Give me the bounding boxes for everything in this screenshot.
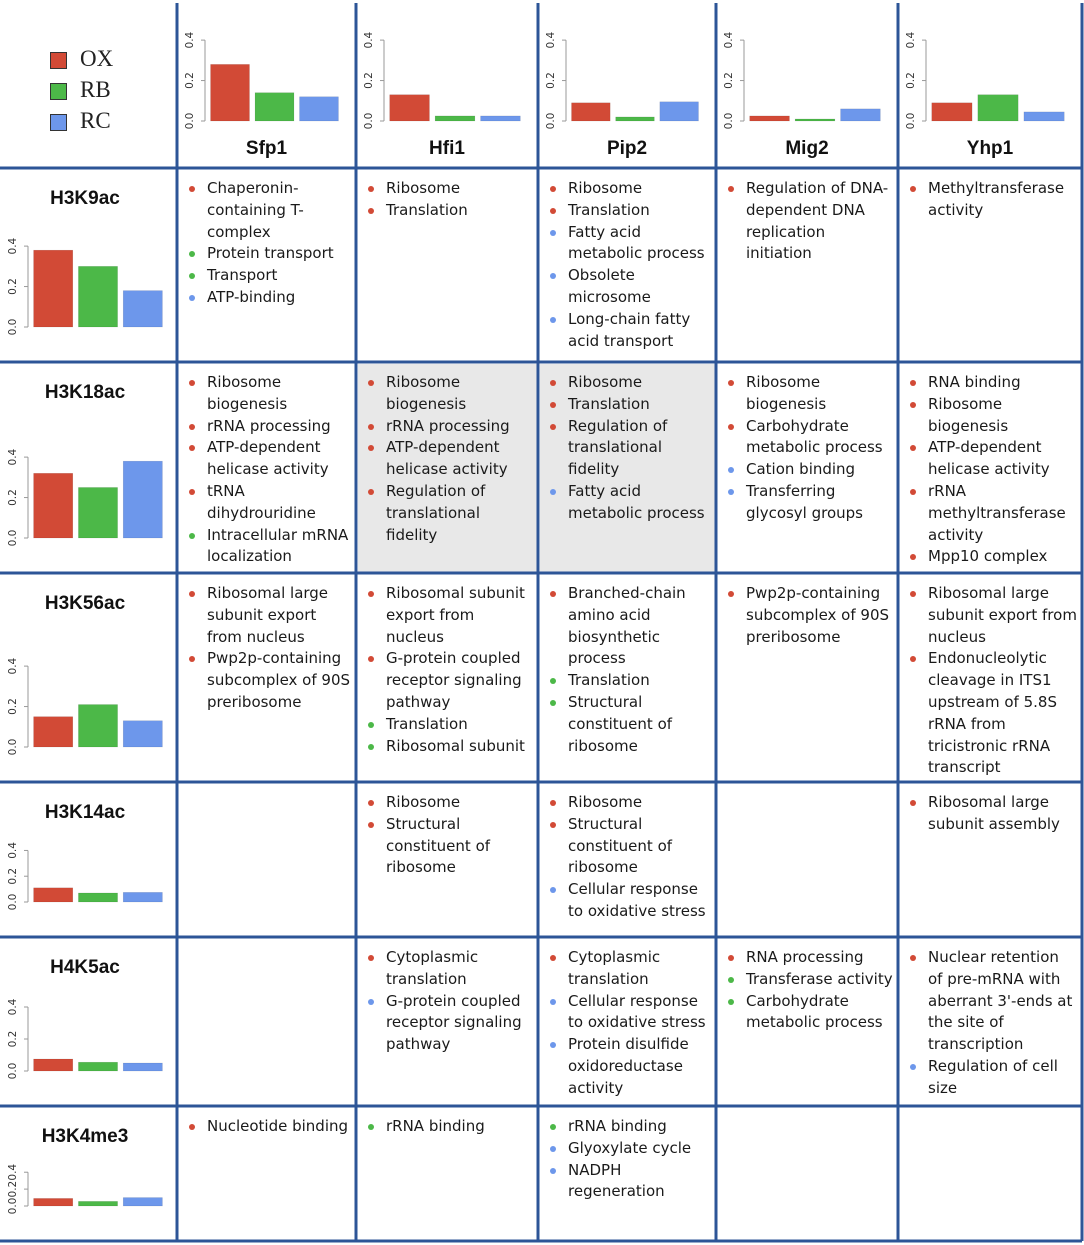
row-header-h3k14ac: H3K14ac xyxy=(44,802,126,823)
go-term-label: RNA binding xyxy=(928,373,1021,391)
y-tick-label: 0.0 xyxy=(545,112,557,130)
go-term-label: Ribosome xyxy=(568,373,643,391)
y-tick-label: 0.2 xyxy=(363,72,375,89)
go-term-label: Transferase activity xyxy=(746,969,893,988)
go-term-label: ATP-binding xyxy=(207,287,296,306)
go-term-label: Regulation of DNA-dependent DNA replication initiation xyxy=(746,179,889,263)
go-term-label: ATP-dependent helicase activity xyxy=(207,438,329,479)
go-term-label: Ribosome biogenesis xyxy=(928,394,1009,435)
row-header-h4k5ac: H4K5ac xyxy=(50,957,120,978)
go-term-label: Protein transport xyxy=(207,244,334,263)
go-term-label: Protein disulfide oxidoreductase activity xyxy=(568,1035,689,1097)
y-tick-label: 0.4 xyxy=(723,31,735,49)
legend-label-ox: OX xyxy=(80,46,114,71)
y-tick-label: 0.2 xyxy=(7,698,19,715)
go-term-label: Pwp2p-containing subcomplex of 90S preribosome xyxy=(207,649,351,711)
go-term-label: Fatty acid metabolic process xyxy=(568,481,705,522)
y-tick-label: 0.4 xyxy=(7,998,19,1016)
go-term-label: Ribosomal large subunit export from nucleus xyxy=(207,584,329,646)
go-term-label: Regulation of cell size xyxy=(928,1056,1058,1097)
go-term-label: Branched-chain amino acid biosynthetic process xyxy=(568,584,686,668)
go-term-label: G-protein coupled receptor signaling pathway xyxy=(386,649,522,711)
y-tick-label: 0.4 xyxy=(184,31,196,49)
go-term-label: ATP-dependent helicase activity xyxy=(928,438,1050,479)
column-header-pip2: Pip2 xyxy=(606,138,648,159)
go-term-label: Long-chain fatty acid transport xyxy=(568,309,691,350)
legend-label-rc: RC xyxy=(80,108,111,133)
go-term-label: Cellular response to oxidative stress xyxy=(568,991,706,1032)
row-header-h3k4me3: H3K4me3 xyxy=(41,1126,129,1147)
y-tick-label: 0.0 xyxy=(7,529,19,547)
go-term-label: Fatty acid metabolic process xyxy=(568,222,705,263)
y-tick-label: 0.4 xyxy=(363,31,375,49)
y-tick-label: 0.2 xyxy=(7,867,19,885)
go-term-label: Ribosomal large subunit export from nucleus xyxy=(928,584,1077,646)
row-header-h3k56ac: H3K56ac xyxy=(44,593,126,614)
go-term-label: Structural constituent of ribosome xyxy=(568,814,673,877)
y-tick-label: 0.0 xyxy=(7,1062,19,1080)
y-tick-label: 0.4 xyxy=(7,1163,19,1181)
go-term-label: Nucleotide binding xyxy=(207,1117,349,1135)
go-term-label: Ribosomal subunit export from nucleus xyxy=(386,584,525,646)
go-term-label: Translation xyxy=(568,200,650,219)
y-tick-label: 0.0 xyxy=(363,112,375,130)
y-tick-label: 0.0 xyxy=(7,318,19,336)
y-tick-label: 0.0 xyxy=(7,1197,19,1215)
go-term-label: Ribosome biogenesis xyxy=(207,373,288,413)
column-header-hfi1: Hfi1 xyxy=(429,138,465,159)
go-term-label: RNA processing xyxy=(746,948,864,966)
go-term-label: tRNA dihydrouridine xyxy=(207,481,316,522)
go-term-label: Translation xyxy=(568,671,650,690)
go-term-label: Ribosome biogenesis xyxy=(386,373,467,413)
y-tick-label: 0.2 xyxy=(905,72,917,89)
y-tick-label: 0.4 xyxy=(545,31,557,49)
row-header-h3k18ac: H3K18ac xyxy=(44,382,126,403)
go-term-label: Pwp2p-containing subcomplex of 90S preribosome xyxy=(746,584,890,646)
legend-label-rb: RB xyxy=(80,77,111,102)
go-term-label: rRNA processing xyxy=(386,416,510,435)
go-term-label: G-protein coupled receptor signaling pathway xyxy=(386,991,522,1054)
go-term-label: Structural constituent of ribosome xyxy=(386,814,491,877)
go-term-label: Ribosomal subunit xyxy=(386,736,525,755)
go-term-label: Ribosome xyxy=(568,179,643,197)
go-term-label: rRNA processing xyxy=(207,416,331,435)
go-term-label: Transport xyxy=(207,266,278,285)
go-term-label: Obsolete microsome xyxy=(568,266,651,306)
go-term-label: Carbohydrate metabolic process xyxy=(746,991,883,1032)
y-tick-label: 0.2 xyxy=(7,1180,19,1198)
go-term-label: Ribosomal large subunit assembly xyxy=(928,793,1060,833)
go-term-label: Chaperonin-containing T-complex xyxy=(207,179,304,241)
y-tick-label: 0.4 xyxy=(905,31,917,49)
y-tick-label: 0.2 xyxy=(7,278,19,295)
go-term-label: rRNA methyltransferase activity xyxy=(928,481,1066,544)
y-tick-label: 0.0 xyxy=(184,112,196,130)
y-tick-label: 0.0 xyxy=(7,738,19,756)
go-term-label: Structural constituent of ribosome xyxy=(568,692,673,755)
y-tick-label: 0.4 xyxy=(7,448,19,466)
y-tick-label: 0.0 xyxy=(7,893,19,911)
y-tick-label: 0.2 xyxy=(184,72,196,89)
go-term-label: Translation xyxy=(386,714,468,733)
y-tick-label: 0.2 xyxy=(545,72,557,89)
y-tick-label: 0.0 xyxy=(723,112,735,130)
go-term-label: Cation binding xyxy=(746,460,856,479)
y-tick-label: 0.2 xyxy=(7,1030,19,1048)
go-term-label: Cytoplasmic translation xyxy=(386,948,479,988)
go-term-label: Mpp10 complex xyxy=(928,547,1048,566)
column-header-sfp1: Sfp1 xyxy=(245,138,288,159)
y-tick-label: 0.4 xyxy=(7,657,19,675)
go-term-label: rRNA binding xyxy=(568,1117,667,1135)
y-tick-label: 0.2 xyxy=(723,72,735,89)
go-term-label: NADPH regeneration xyxy=(568,1160,665,1201)
go-term-label: Methyltransferase activity xyxy=(928,179,1065,219)
column-header-yhp1: Yhp1 xyxy=(966,138,1014,159)
go-term-label: Translation xyxy=(568,394,650,413)
go-term-label: Ribosome biogenesis xyxy=(746,373,827,413)
go-term-label: Translation xyxy=(386,200,468,219)
row-header-h3k9ac: H3K9ac xyxy=(50,188,120,209)
go-term-label: rRNA binding xyxy=(386,1117,485,1135)
go-term-label: Regulation of translational fidelity xyxy=(568,416,668,479)
go-term-label: Regulation of translational fidelity xyxy=(386,481,486,544)
go-term-label: Ribosome xyxy=(568,793,643,811)
y-tick-label: 0.0 xyxy=(905,112,917,130)
go-term-label: Glyoxylate cycle xyxy=(568,1138,692,1157)
y-tick-label: 0.2 xyxy=(7,489,19,506)
y-tick-label: 0.4 xyxy=(7,842,19,859)
go-term-label: Transferring glycosyl groups xyxy=(746,481,863,522)
column-header-mig2: Mig2 xyxy=(785,138,829,159)
go-term-label: Intracellular mRNA localization xyxy=(207,525,349,566)
go-term-label: Endonucleolytic cleavage in ITS1 upstream of 5.8S rRNA from tricistronic rRNA transcript xyxy=(928,649,1057,777)
go-term-label: ATP-dependent helicase activity xyxy=(386,438,508,479)
go-term-label: Cytoplasmic translation xyxy=(568,948,661,988)
go-term-label: Ribosome xyxy=(386,179,461,197)
go-term-label: Carbohydrate metabolic process xyxy=(746,416,883,457)
go-term-label: Ribosome xyxy=(386,793,461,811)
go-term-label: Cellular response to oxidative stress xyxy=(568,880,706,920)
y-tick-label: 0.4 xyxy=(7,237,19,255)
go-term-label: Nuclear retention of pre-mRNA with aberrant 3'-ends at the site of transcription xyxy=(928,948,1073,1054)
